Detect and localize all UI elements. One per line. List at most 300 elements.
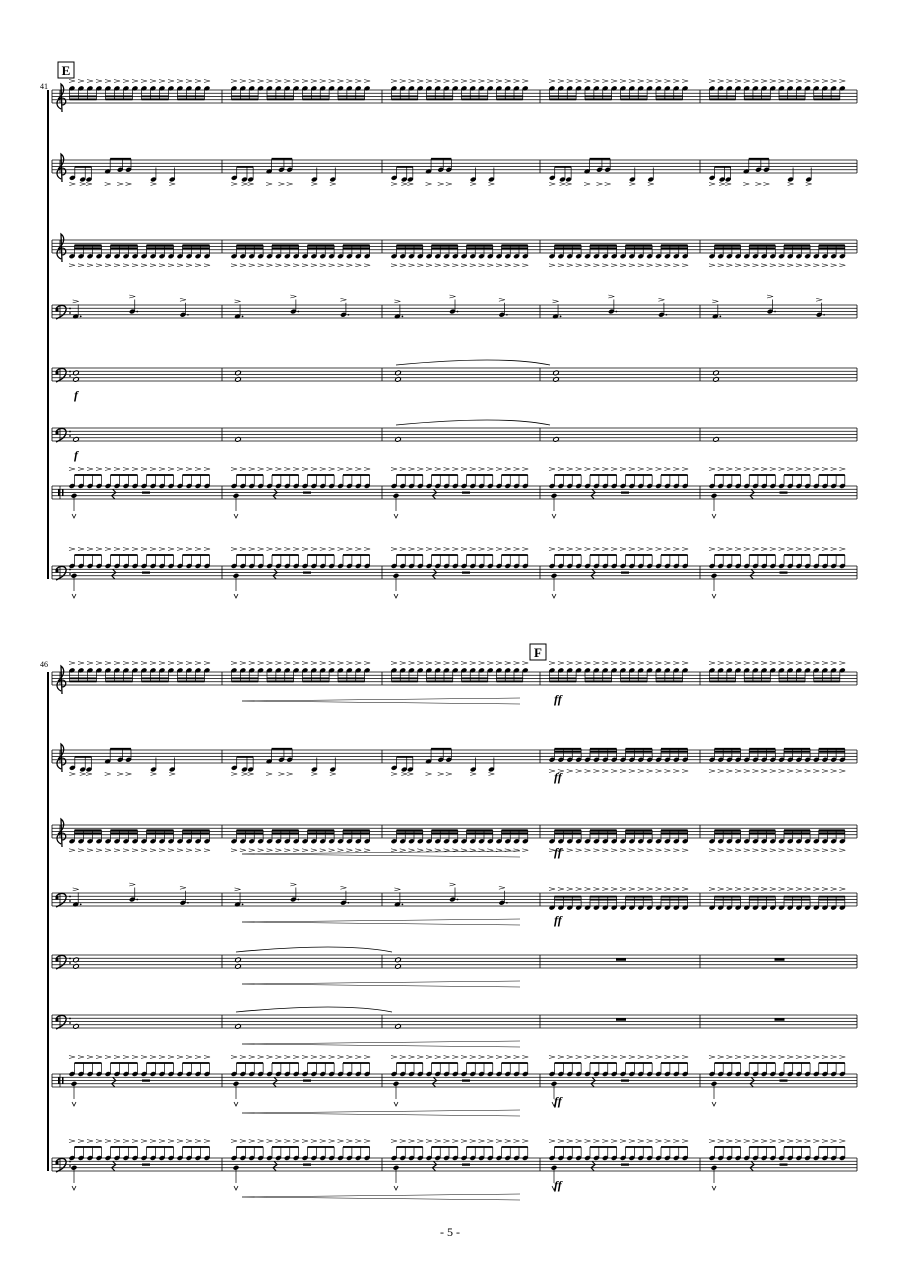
tie [236, 947, 392, 952]
accent [168, 662, 174, 665]
treble-clef [57, 84, 66, 112]
accent [105, 548, 111, 551]
beam [715, 832, 741, 834]
accent [709, 548, 715, 551]
accent [123, 662, 129, 665]
accent [496, 662, 502, 665]
accent [487, 468, 493, 471]
accent [204, 1056, 210, 1059]
accent [394, 888, 400, 891]
accent [355, 849, 361, 852]
beam [626, 1062, 653, 1064]
accent [346, 849, 352, 852]
half-rest [780, 492, 788, 494]
accent [391, 183, 397, 186]
page-number: - 5 - [440, 1225, 460, 1239]
accent [709, 1056, 715, 1059]
accent [168, 548, 174, 551]
beam [715, 1146, 741, 1148]
accent [813, 1140, 819, 1143]
accent [605, 183, 611, 186]
accent [638, 849, 644, 852]
accent [735, 770, 741, 773]
accent [426, 468, 432, 471]
accent [364, 80, 370, 83]
accent [522, 1140, 528, 1143]
accent [611, 80, 617, 83]
accent [805, 548, 811, 551]
accent [744, 1140, 750, 1143]
accent [391, 1140, 397, 1143]
accent [735, 1140, 741, 1143]
accent [364, 1140, 370, 1143]
accent [150, 773, 156, 776]
beam [656, 95, 683, 97]
beam [106, 680, 133, 682]
beam [237, 829, 264, 831]
accent [664, 1140, 670, 1143]
beam [744, 95, 770, 97]
accent [787, 80, 793, 83]
dot [719, 315, 721, 317]
accent [709, 888, 715, 891]
accent [718, 80, 724, 83]
beam [626, 829, 653, 831]
beam [272, 829, 299, 831]
accent [596, 183, 602, 186]
accent [629, 183, 635, 186]
beam [397, 554, 423, 556]
half-rest [303, 1164, 311, 1166]
accent [461, 548, 467, 551]
beam [749, 1146, 775, 1148]
accent [770, 888, 776, 891]
accent [585, 1140, 591, 1143]
accent [123, 1056, 129, 1059]
accent [656, 548, 662, 551]
accent [779, 264, 785, 267]
accent [409, 468, 415, 471]
beam [715, 554, 741, 556]
accent [673, 849, 679, 852]
accent [132, 1056, 138, 1059]
accent [805, 888, 811, 891]
accent [813, 662, 819, 665]
beam [779, 95, 805, 97]
accent [150, 662, 156, 665]
beam [590, 474, 617, 476]
accent [258, 80, 264, 83]
accent [549, 1056, 555, 1059]
accent [629, 888, 635, 891]
beam [502, 1062, 528, 1064]
accent [593, 662, 599, 665]
accent [718, 849, 724, 852]
accent [168, 264, 174, 267]
whole-rest [775, 958, 785, 961]
accent [796, 888, 802, 891]
staff [52, 154, 857, 186]
accent [664, 548, 670, 551]
beam [183, 474, 210, 476]
accent [496, 1140, 502, 1143]
accent [567, 849, 573, 852]
accent [177, 1140, 183, 1143]
accent [709, 468, 715, 471]
accent [69, 1140, 75, 1143]
accent [117, 183, 123, 186]
accent [284, 80, 290, 83]
accent [452, 1056, 458, 1059]
accent [822, 888, 828, 891]
whole-rest [775, 1018, 785, 1021]
dot [774, 311, 776, 313]
accent [364, 264, 370, 267]
marcato [72, 514, 76, 518]
accent [522, 264, 528, 267]
accent [602, 849, 608, 852]
accent [470, 80, 476, 83]
beam [661, 748, 688, 750]
accent [514, 468, 520, 471]
beam [467, 474, 493, 476]
accent [180, 886, 186, 889]
accent [452, 548, 458, 551]
beam [710, 98, 736, 100]
beam [749, 247, 775, 249]
beam [585, 677, 612, 679]
beam [178, 95, 205, 97]
accent [763, 183, 769, 186]
accent [514, 264, 520, 267]
accent [788, 183, 794, 186]
accent [132, 849, 138, 852]
accent [204, 264, 210, 267]
accent [452, 264, 458, 267]
dot [402, 903, 404, 905]
beam [75, 1062, 102, 1064]
accent [417, 1056, 423, 1059]
beam [267, 95, 294, 97]
accent [267, 849, 273, 852]
rehearsal-mark-f: F [534, 645, 542, 660]
accent [726, 80, 732, 83]
beam [779, 680, 805, 682]
accent [718, 888, 724, 891]
beam [147, 829, 174, 831]
accent [752, 888, 758, 891]
beam [590, 748, 617, 750]
bass-clef [55, 368, 71, 382]
beam [626, 244, 653, 246]
accent [329, 662, 335, 665]
accent [400, 662, 406, 665]
treble-clef [57, 744, 66, 772]
accent [567, 888, 573, 891]
beam [110, 158, 131, 160]
whole-rest [616, 1018, 626, 1021]
accent [461, 1056, 467, 1059]
accent [664, 264, 670, 267]
accent [346, 662, 352, 665]
beam [710, 677, 736, 679]
accent [831, 548, 837, 551]
accent [805, 1056, 811, 1059]
accent [796, 849, 802, 852]
accent [249, 849, 255, 852]
accent [839, 264, 845, 267]
beam [555, 751, 582, 753]
accent [444, 264, 450, 267]
accent [150, 80, 156, 83]
beam [338, 677, 365, 679]
beam [431, 748, 451, 750]
beam [555, 247, 582, 249]
bass-clef [55, 1158, 71, 1172]
accent [813, 1056, 819, 1059]
accent [409, 80, 415, 83]
accent [114, 80, 120, 83]
accent [249, 662, 255, 665]
half-rest [621, 1080, 629, 1082]
beam [111, 554, 138, 556]
accent [426, 662, 432, 665]
accent [78, 548, 84, 551]
accent [831, 770, 837, 773]
beam [75, 1146, 102, 1148]
accent [593, 468, 599, 471]
beam [467, 244, 493, 246]
accent [338, 849, 344, 852]
accent [168, 468, 174, 471]
accent [401, 773, 407, 776]
beam [555, 474, 582, 476]
accent [648, 183, 654, 186]
accent [195, 264, 201, 267]
accent [805, 662, 811, 665]
accent [364, 548, 370, 551]
accent [355, 1140, 361, 1143]
beam [178, 677, 205, 679]
accent [159, 1056, 165, 1059]
crescendo-hairpin [242, 851, 520, 857]
accent [320, 468, 326, 471]
accent [576, 888, 582, 891]
accent [726, 849, 732, 852]
accent [682, 849, 688, 852]
accent [709, 1140, 715, 1143]
accent [558, 80, 564, 83]
accent [712, 300, 718, 303]
accent [744, 849, 750, 852]
beam [111, 1146, 138, 1148]
beam [661, 829, 688, 831]
accent [150, 183, 156, 186]
accent [647, 662, 653, 665]
accent [822, 849, 828, 852]
accent [129, 883, 135, 886]
accent [839, 888, 845, 891]
accent [241, 183, 247, 186]
accent [73, 300, 79, 303]
accent [69, 264, 75, 267]
accent [69, 662, 75, 665]
accent [168, 80, 174, 83]
beam [392, 680, 418, 682]
accent [752, 80, 758, 83]
accent [168, 1140, 174, 1143]
beam [343, 474, 370, 476]
beam [147, 1146, 174, 1148]
accent [417, 849, 423, 852]
crescendo-hairpin [242, 698, 520, 704]
accent [186, 1140, 192, 1143]
accent [752, 770, 758, 773]
accent [438, 773, 444, 776]
accent [231, 662, 237, 665]
accent [553, 300, 559, 303]
accent [709, 183, 715, 186]
accent [576, 468, 582, 471]
accent [831, 468, 837, 471]
beam [232, 677, 259, 679]
accent [682, 1140, 688, 1143]
accent [311, 849, 317, 852]
beam [75, 832, 102, 834]
accent [496, 1056, 502, 1059]
accent [169, 183, 175, 186]
accent [611, 849, 617, 852]
accent [744, 548, 750, 551]
accent [767, 295, 773, 298]
accent [487, 1140, 493, 1143]
accent [505, 1140, 511, 1143]
accent [620, 849, 626, 852]
accent [822, 80, 828, 83]
accent [726, 1056, 732, 1059]
accent [293, 849, 299, 852]
accent [87, 548, 93, 551]
accent [235, 300, 241, 303]
quarter-rest [433, 489, 437, 499]
accent [435, 264, 441, 267]
accent [796, 662, 802, 665]
accent [105, 849, 111, 852]
accent [709, 264, 715, 267]
accent [338, 468, 344, 471]
accent [761, 849, 767, 852]
accent [813, 264, 819, 267]
beam [814, 95, 840, 97]
accent [744, 80, 750, 83]
accent [752, 468, 758, 471]
accent [87, 468, 93, 471]
accent [629, 264, 635, 267]
accent [638, 548, 644, 551]
accent [446, 773, 452, 776]
accent [159, 264, 165, 267]
accent [177, 468, 183, 471]
accent [770, 1140, 776, 1143]
beam [590, 247, 617, 249]
beam [590, 896, 617, 898]
accent [796, 770, 802, 773]
accent [417, 662, 423, 665]
beam [749, 899, 775, 901]
accent [320, 80, 326, 83]
beam [237, 474, 264, 476]
accent [86, 183, 92, 186]
beam [590, 751, 617, 753]
accent [168, 1056, 174, 1059]
accent [293, 1056, 299, 1059]
accent [409, 1056, 415, 1059]
accent [195, 849, 201, 852]
accent [567, 770, 573, 773]
beam [75, 166, 92, 168]
accent [584, 183, 590, 186]
marcato [712, 1102, 716, 1106]
beam [183, 247, 210, 249]
beam [715, 899, 741, 901]
accent [364, 849, 370, 852]
beam [75, 756, 92, 758]
accent [488, 773, 494, 776]
accent [258, 548, 264, 551]
quarter-rest [750, 489, 754, 499]
measure-number-46: 46 [40, 660, 48, 669]
dynamic-marking: ff [554, 845, 562, 859]
accent [831, 264, 837, 267]
accent [709, 770, 715, 773]
beam [550, 98, 577, 100]
accent [664, 662, 670, 665]
accent [682, 264, 688, 267]
accent [647, 264, 653, 267]
accent [726, 548, 732, 551]
accent [673, 770, 679, 773]
accent [647, 468, 653, 471]
crescendo-hairpin [242, 919, 520, 925]
dot [136, 311, 138, 313]
tie [396, 420, 550, 425]
beam [232, 680, 259, 682]
accent [839, 770, 845, 773]
accent [435, 80, 441, 83]
accent [86, 773, 92, 776]
half-rest [142, 492, 150, 494]
accent [355, 662, 361, 665]
accent [105, 773, 111, 776]
accent [426, 548, 432, 551]
beam [819, 1146, 845, 1148]
dot [348, 902, 350, 904]
accent [470, 548, 476, 551]
accent [275, 849, 281, 852]
accent [275, 468, 281, 471]
dynamic-marking: f [74, 388, 78, 402]
quarter-rest [112, 1077, 116, 1087]
accent [796, 1140, 802, 1143]
beam [272, 832, 299, 834]
beam [621, 98, 648, 100]
marcato [234, 1102, 238, 1106]
accent [470, 264, 476, 267]
accent [805, 80, 811, 83]
accent [496, 468, 502, 471]
beam [432, 832, 458, 834]
accent [673, 264, 679, 267]
